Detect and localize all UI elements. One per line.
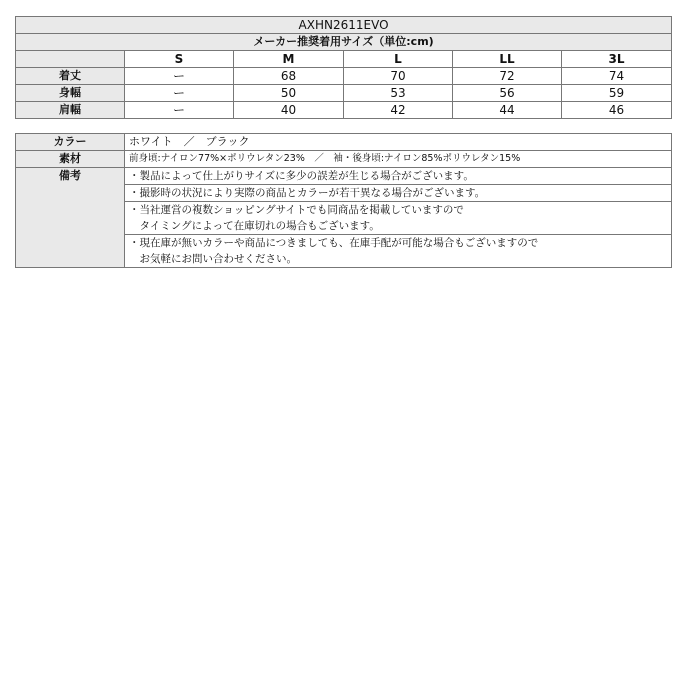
size-header: M bbox=[234, 51, 344, 68]
notes-row bbox=[16, 168, 672, 185]
size-value: 74 bbox=[562, 68, 672, 85]
table-row bbox=[16, 102, 672, 119]
note-item bbox=[125, 168, 672, 185]
size-value: 42 bbox=[344, 102, 453, 119]
size-header: 3L bbox=[562, 51, 672, 68]
notes-label: 備考 bbox=[16, 168, 125, 268]
size-value: 50 bbox=[234, 85, 344, 102]
size-value: 44 bbox=[453, 102, 562, 119]
note-line: ・現在庫が無いカラーや商品につきましても、在庫手配が可能な場合もございますので bbox=[129, 237, 539, 249]
table-row bbox=[16, 68, 672, 85]
note-line: ・当社運営の複数ショッピングサイトでも同商品を掲載していますので bbox=[129, 204, 464, 216]
size-value: 53 bbox=[344, 85, 453, 102]
note-line: タイミングによって在庫切れの場合もございます。 bbox=[129, 220, 380, 232]
row-label: 肩幅 bbox=[16, 102, 125, 119]
row-label: 身幅 bbox=[16, 85, 125, 102]
size-header-row bbox=[16, 51, 672, 68]
size-value: 40 bbox=[234, 102, 344, 119]
size-value: ー bbox=[125, 68, 234, 85]
size-header: S bbox=[125, 51, 234, 68]
material-row bbox=[16, 151, 672, 168]
product-info-table bbox=[15, 133, 672, 268]
size-value: ー bbox=[125, 102, 234, 119]
table-row bbox=[16, 85, 672, 102]
color-row bbox=[16, 134, 672, 151]
note-line: ・製品によって仕上がりサイズに多少の誤差が生じる場合がございます。 bbox=[129, 170, 474, 182]
material-label: 素材 bbox=[16, 151, 125, 168]
size-value: 72 bbox=[453, 68, 562, 85]
note-line: お気軽にお問い合わせください。 bbox=[129, 253, 297, 265]
note-item bbox=[125, 202, 672, 235]
size-chart-subtitle: メーカー推奨着用サイズ（単位:cm) bbox=[16, 34, 672, 51]
size-header: L bbox=[344, 51, 453, 68]
corner-cell bbox=[16, 51, 125, 68]
size-header: LL bbox=[453, 51, 562, 68]
note-item bbox=[125, 185, 672, 202]
size-value: ー bbox=[125, 85, 234, 102]
color-label: カラー bbox=[16, 134, 125, 151]
size-value: 46 bbox=[562, 102, 672, 119]
row-label: 着丈 bbox=[16, 68, 125, 85]
size-value: 70 bbox=[344, 68, 453, 85]
color-value: ホワイト ／ ブラック bbox=[125, 134, 672, 151]
note-item bbox=[125, 235, 672, 268]
size-value: 68 bbox=[234, 68, 344, 85]
material-value: 前身頃:ナイロン77%×ポリウレタン23% ／ 袖・後身頃:ナイロン85%ポリウレタン15% bbox=[125, 151, 672, 168]
size-value: 59 bbox=[562, 85, 672, 102]
note-line: ・撮影時の状況により実際の商品とカラーが若干異なる場合がございます。 bbox=[129, 187, 486, 199]
size-value: 56 bbox=[453, 85, 562, 102]
size-chart-table bbox=[15, 16, 672, 119]
model-number: AXHN2611EVO bbox=[16, 17, 672, 34]
